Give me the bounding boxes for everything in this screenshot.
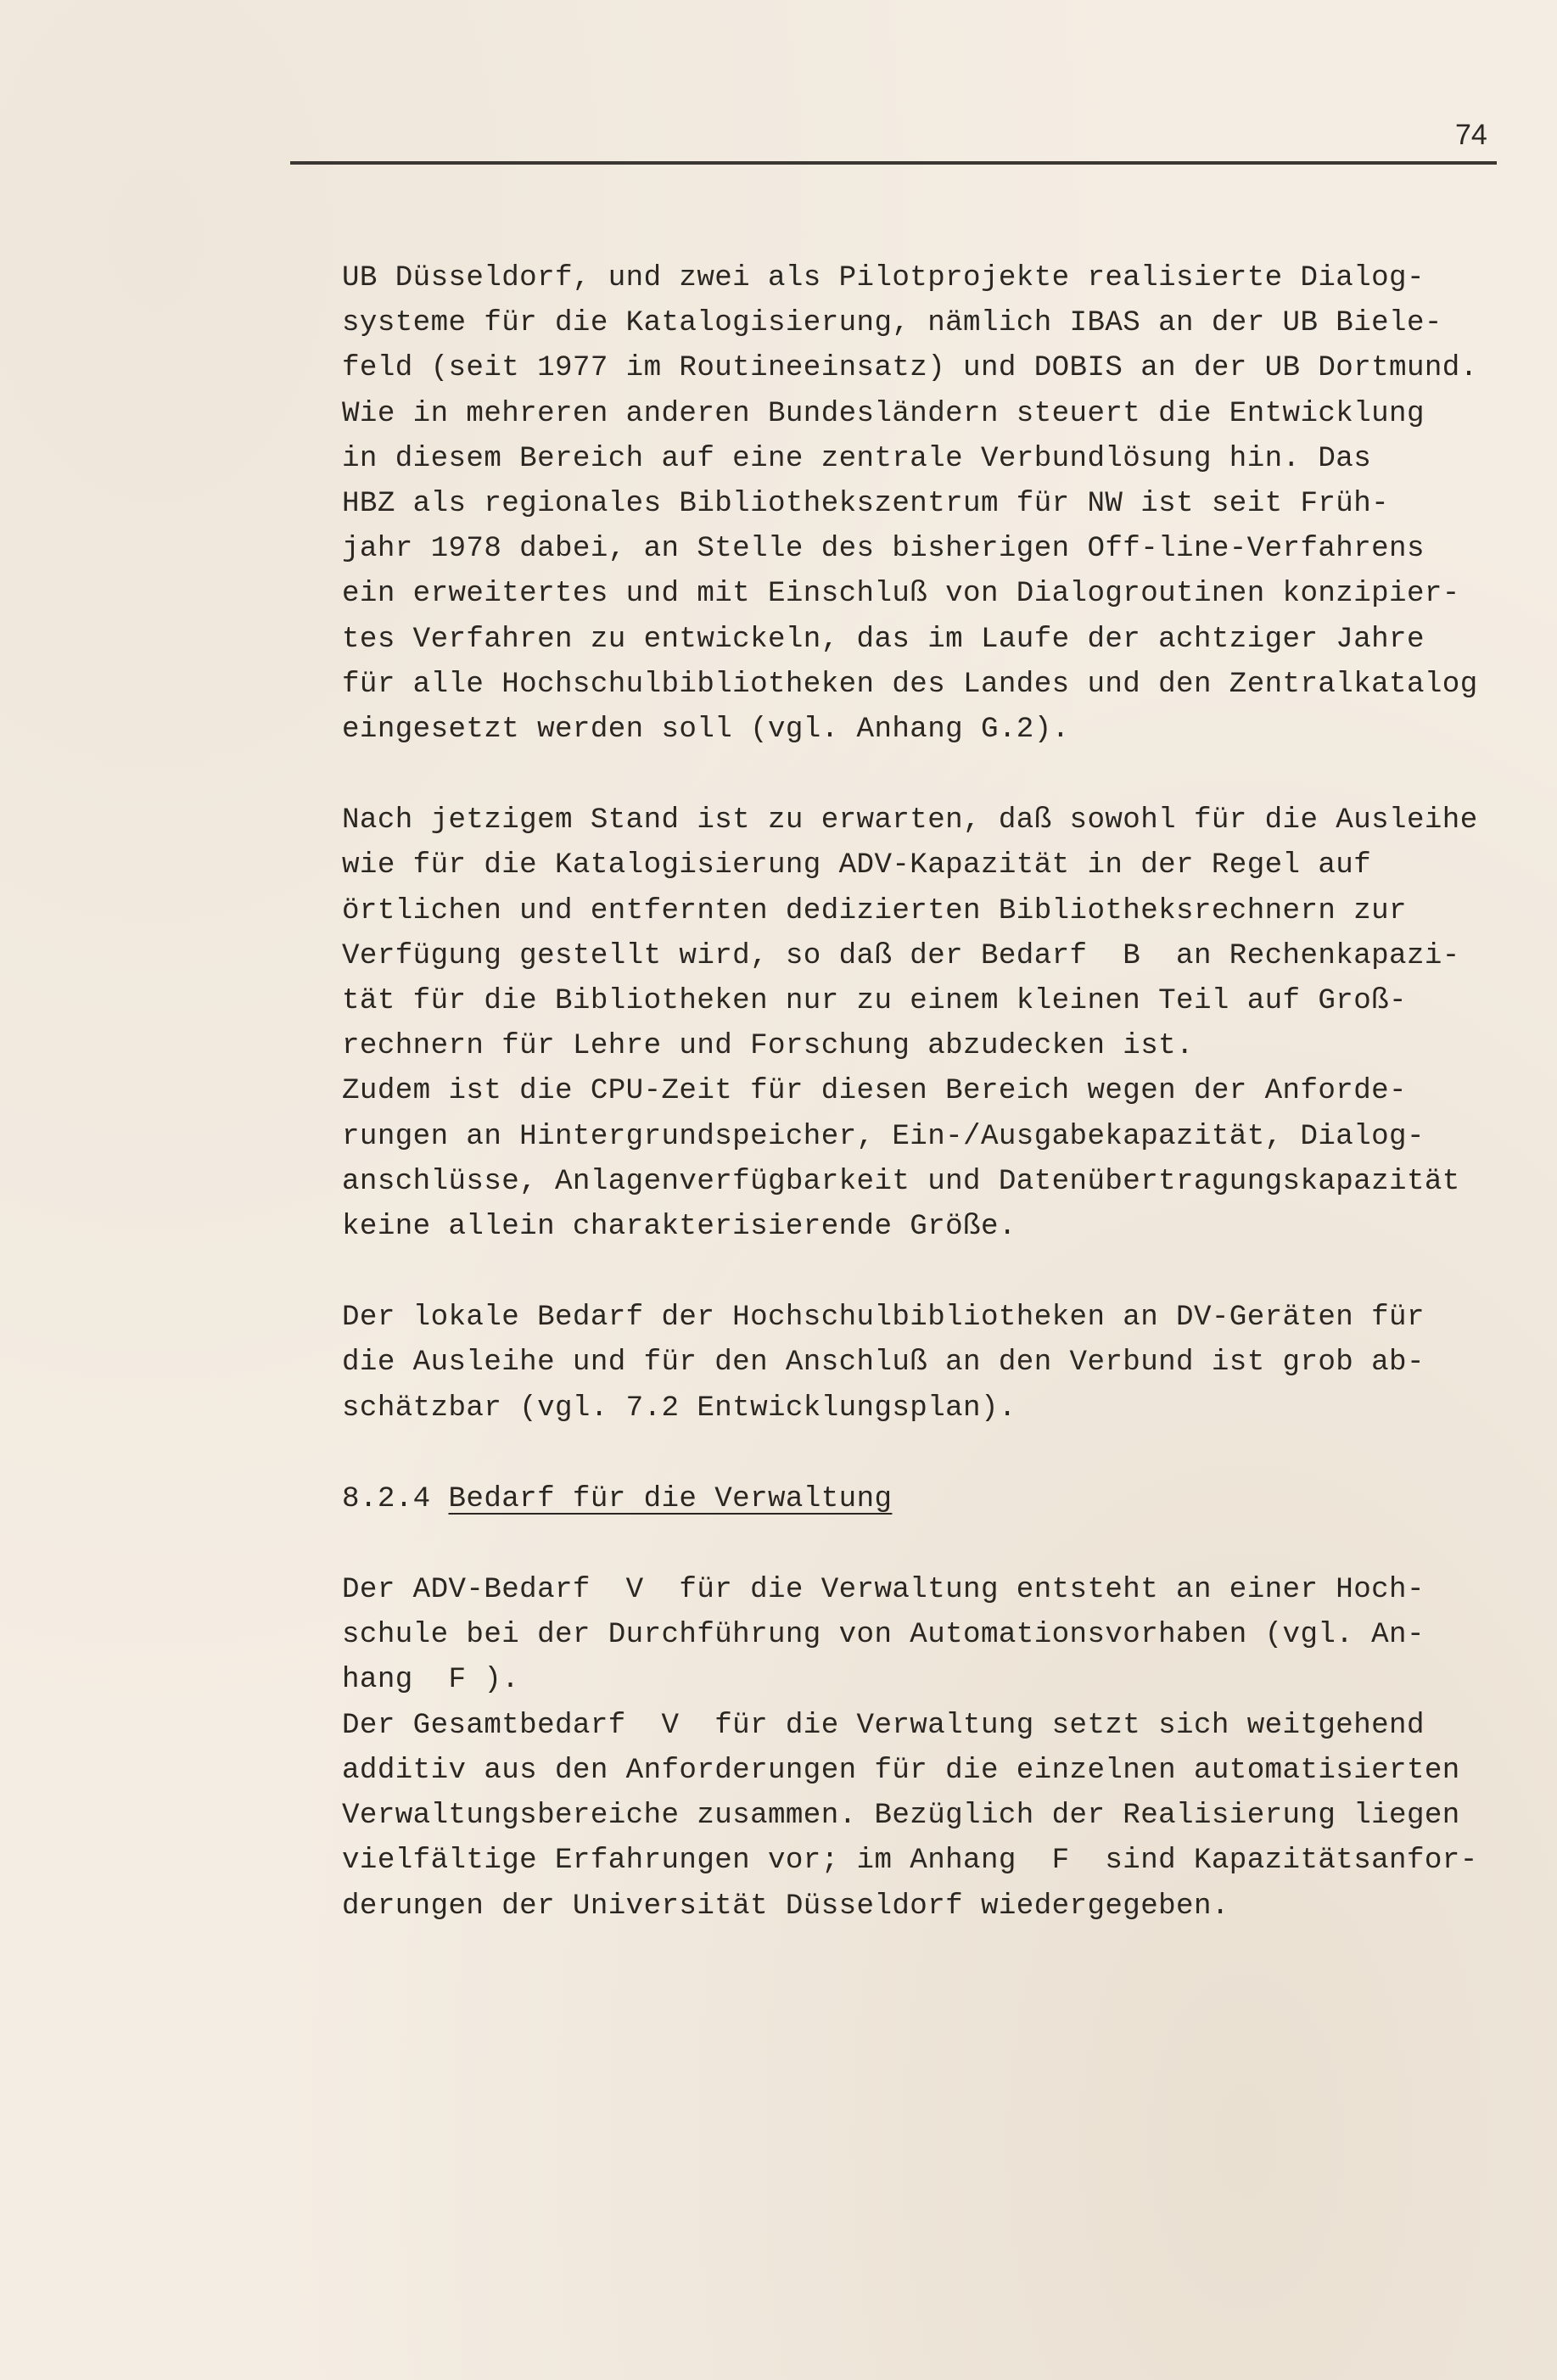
text-line: schule bei der Durchführung von Automationsvorhaben (vgl. An-: [342, 1619, 1425, 1652]
text-line: HBZ als regionales Bibliothekszentrum für NW ist seit Früh-: [342, 488, 1390, 521]
text-line: Zudem ist die CPU-Zeit für diesen Bereich wegen der Anforde-: [342, 1075, 1407, 1108]
text-line: hang F ).: [342, 1664, 520, 1697]
section-heading: [342, 1477, 1513, 1522]
text-line: schätzbar (vgl. 7.2 Entwicklungsplan).: [342, 1392, 1017, 1425]
paragraph-section: [342, 1568, 1513, 1929]
paragraph-3: [342, 1296, 1513, 1431]
header-rule: [290, 161, 1497, 165]
text-line: systeme für die Katalogisierung, nämlich IBAS an der UB Biele-: [342, 307, 1442, 340]
text-line: für alle Hochschulbibliotheken des Landes und den Zentralkatalog: [342, 668, 1478, 701]
text-line: ein erweitertes und mit Einschluß von Dialogroutinen konzipier-: [342, 578, 1460, 611]
text-line: feld (seit 1977 im Routineeinsatz) und DOBIS an der UB Dortmund.: [342, 352, 1478, 385]
text-line: Verfügung gestellt wird, so daß der Bedarf B an Rechenkapazi-: [342, 939, 1460, 972]
body-text: [342, 256, 1513, 1929]
paragraph-1: [342, 256, 1513, 753]
text-line: rechnern für Lehre und Forschung abzudecken ist.: [342, 1030, 1194, 1063]
text-line: keine allein charakterisierende Größe.: [342, 1211, 1017, 1244]
text-line: rungen an Hintergrundspeicher, Ein-/Ausgabekapazität, Dialog-: [342, 1120, 1425, 1153]
text-line: Nach jetzigem Stand ist zu erwarten, daß sowohl für die Ausleihe: [342, 804, 1478, 837]
text-line: Der lokale Bedarf der Hochschulbibliotheken an DV-Geräten für: [342, 1302, 1425, 1335]
section-number: 8.2.4: [342, 1482, 431, 1515]
text-line: eingesetzt werden soll (vgl. Anhang G.2).: [342, 714, 1070, 747]
text-line: jahr 1978 dabei, an Stelle des bisherigen Off-line-Verfahrens: [342, 533, 1425, 566]
text-line: tät für die Bibliotheken nur zu einem kleinen Teil auf Groß-: [342, 985, 1407, 1018]
paragraph-2: [342, 798, 1513, 1250]
text-line: örtlichen und entfernten dedizierten Bibliotheksrechnern zur: [342, 894, 1407, 927]
section-title: Bedarf für die Verwaltung: [448, 1482, 893, 1515]
text-line: additiv aus den Anforderungen für die einzelnen automatisierten: [342, 1754, 1460, 1787]
text-line: die Ausleihe und für den Anschluß an den Verbund ist grob ab-: [342, 1347, 1425, 1380]
text-line: Der Gesamtbedarf V für die Verwaltung setzt sich weitgehend: [342, 1709, 1425, 1742]
text-line: wie für die Katalogisierung ADV-Kapazität in der Regel auf: [342, 849, 1372, 882]
text-line: vielfältige Erfahrungen vor; im Anhang F sind Kapazitätsanfor-: [342, 1845, 1478, 1878]
text-line: in diesem Bereich auf eine zentrale Verbundlösung hin. Das: [342, 442, 1372, 475]
text-line: tes Verfahren zu entwickeln, das im Laufe der achtziger Jahre: [342, 623, 1425, 656]
text-line: Der ADV-Bedarf V für die Verwaltung entsteht an einer Hoch-: [342, 1574, 1425, 1607]
text-line: derungen der Universität Düsseldorf wiedergegeben.: [342, 1890, 1229, 1923]
page-number: 74: [1455, 119, 1487, 151]
text-line: UB Düsseldorf, und zwei als Pilotprojekte realisierte Dialog-: [342, 262, 1425, 294]
text-line: Wie in mehreren anderen Bundesländern steuert die Entwicklung: [342, 397, 1425, 430]
text-line: Verwaltungsbereiche zusammen. Bezüglich der Realisierung liegen: [342, 1800, 1460, 1833]
text-line: anschlüsse, Anlagenverfügbarkeit und Datenübertragungskapazität: [342, 1165, 1460, 1198]
